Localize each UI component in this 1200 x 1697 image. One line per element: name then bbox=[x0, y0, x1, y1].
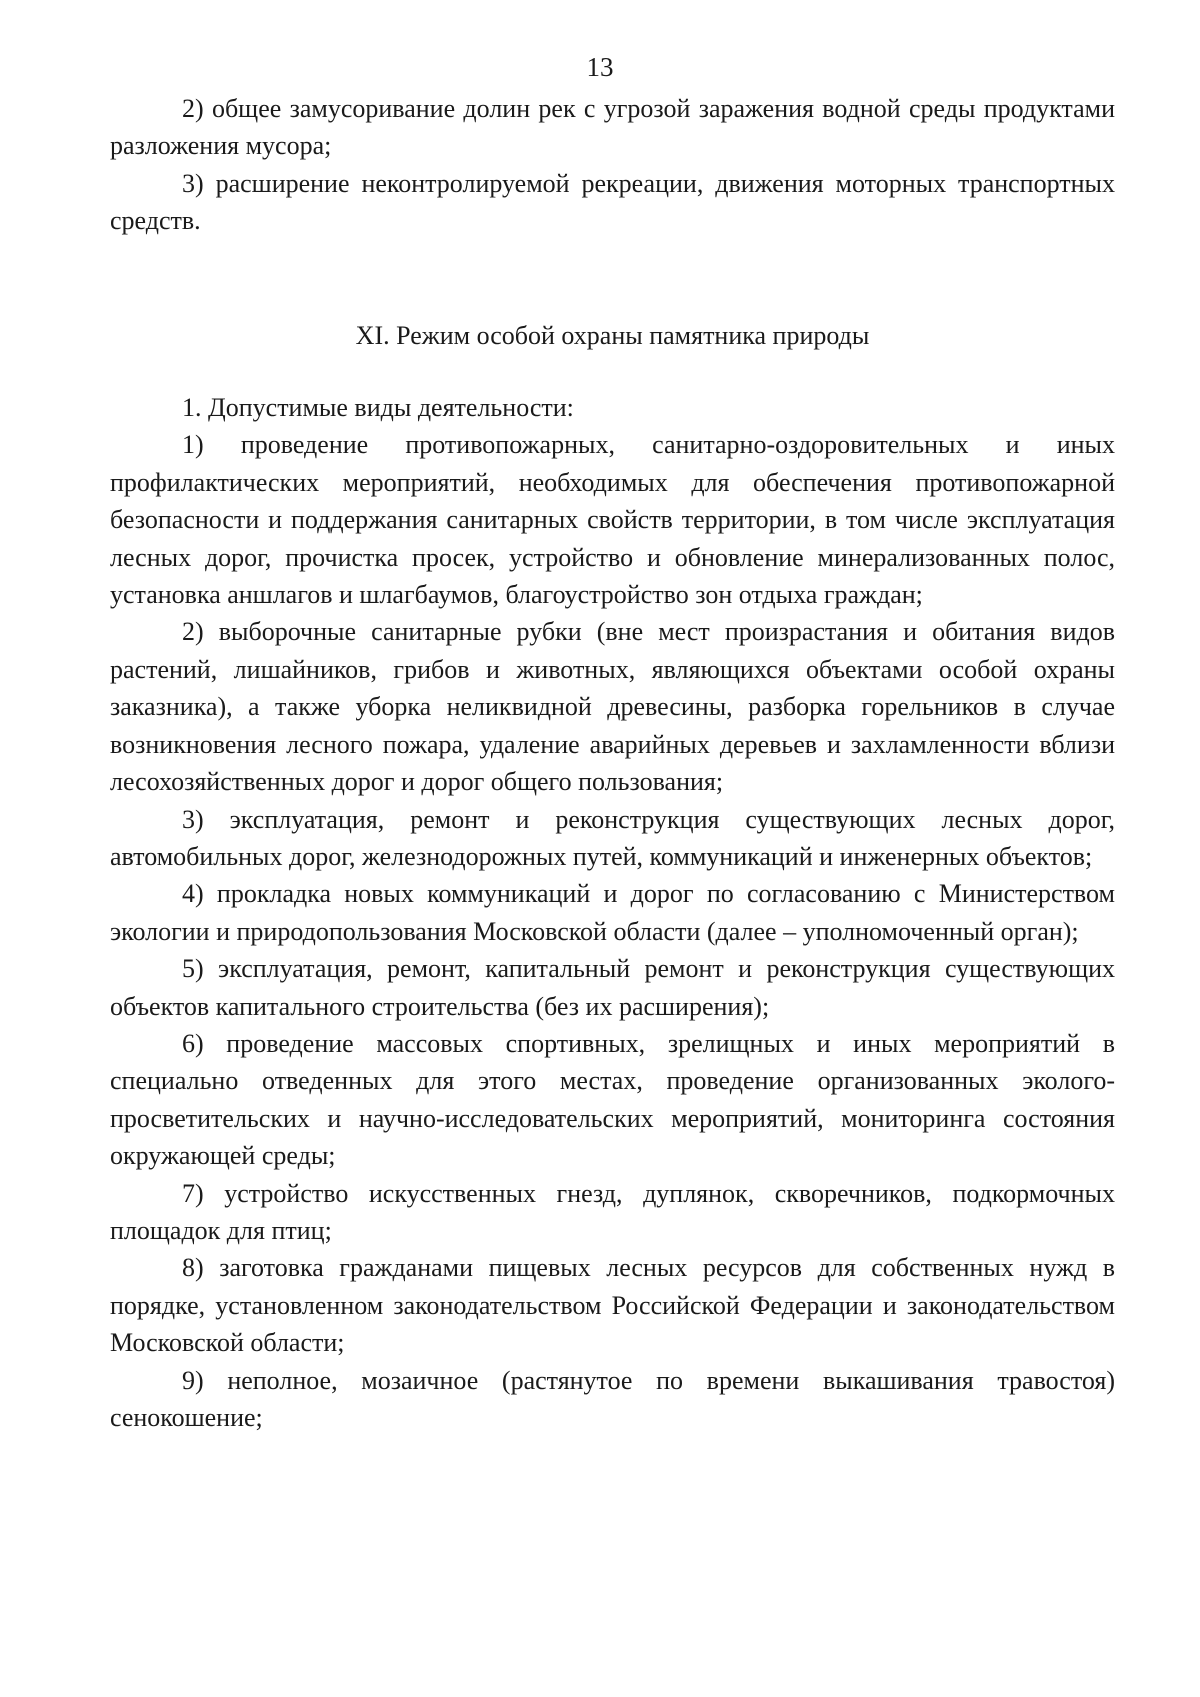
document-body bbox=[110, 90, 1115, 1436]
spacer bbox=[110, 240, 1115, 317]
subsection-title: 1. Допустимые виды деятельности: bbox=[182, 393, 574, 423]
list-item: 2) общее замусоривание долин рек с угрозой заражения водной среды продуктами разложения мусора; bbox=[110, 94, 1115, 161]
page-number: 13 bbox=[586, 52, 614, 82]
list-item: 8) заготовка гражданами пищевых лесных ресурсов для собственных нужд в порядке, установленном законодательством Российской Федерации и законодательством Московской области; bbox=[110, 1253, 1115, 1358]
list-item: 9) неполное, мозаичное (растянутое по времени выкашивания травостоя) сенокошение; bbox=[110, 1365, 1115, 1432]
list-item: 7) устройство искусственных гнезд, дуплянок, скворечников, подкормочных площадок для птиц; bbox=[110, 1178, 1115, 1245]
list-item: 1) проведение противопожарных, санитарно-оздоровительных и иных профилактических мероприятий, необходимых для обеспечения противопожарной безопасности и поддержания санитарных свойств территории, в том числе эксплуатация лесных дорог, прочистка просек, устройство и обновление минерализованных полос, установка аншлагов и шлагбаумов, благоустройство зон отдыха граждан; bbox=[110, 430, 1115, 610]
list-item: 3) расширение неконтролируемой рекреации, движения моторных транспортных средств. bbox=[110, 168, 1115, 236]
list-item: 2) выборочные санитарные рубки (вне мест произрастания и обитания видов растений, лишайников, грибов и животных, являющихся объектами особой охраны заказника), а также уборка неликвидной древесины, разборка горельников в случае возникновения лесного пожара, удаление аварийных деревьев и захламленности вблизи лесохозяйственных дорог и дорог общего пользования; bbox=[110, 617, 1115, 797]
list-item: 4) прокладка новых коммуникаций и дорог по согласованию с Министерством экологии и природопользования Московской области (далее – уполномоченный орган); bbox=[110, 879, 1115, 946]
spacer bbox=[110, 354, 1115, 389]
list-item: 6) проведение массовых спортивных, зрелищных и иных мероприятий в специально отведенных для этого местах, проведение организованных эколого-просветительских и научно-исследовательских мероприятий, мониторинга состояния окружающей среды; bbox=[110, 1028, 1115, 1171]
list-item: 5) эксплуатация, ремонт, капитальный ремонт и реконструкция существующих объектов капитального строительства (без их расширения); bbox=[110, 954, 1115, 1021]
list-item: 3) эксплуатация, ремонт и реконструкция существующих лесных дорог, автомобильных дорог, железнодорожных путей, коммуникаций и инженерных объектов; bbox=[110, 804, 1115, 871]
section-heading: XI. Режим особой охраны памятника природы bbox=[355, 320, 870, 350]
